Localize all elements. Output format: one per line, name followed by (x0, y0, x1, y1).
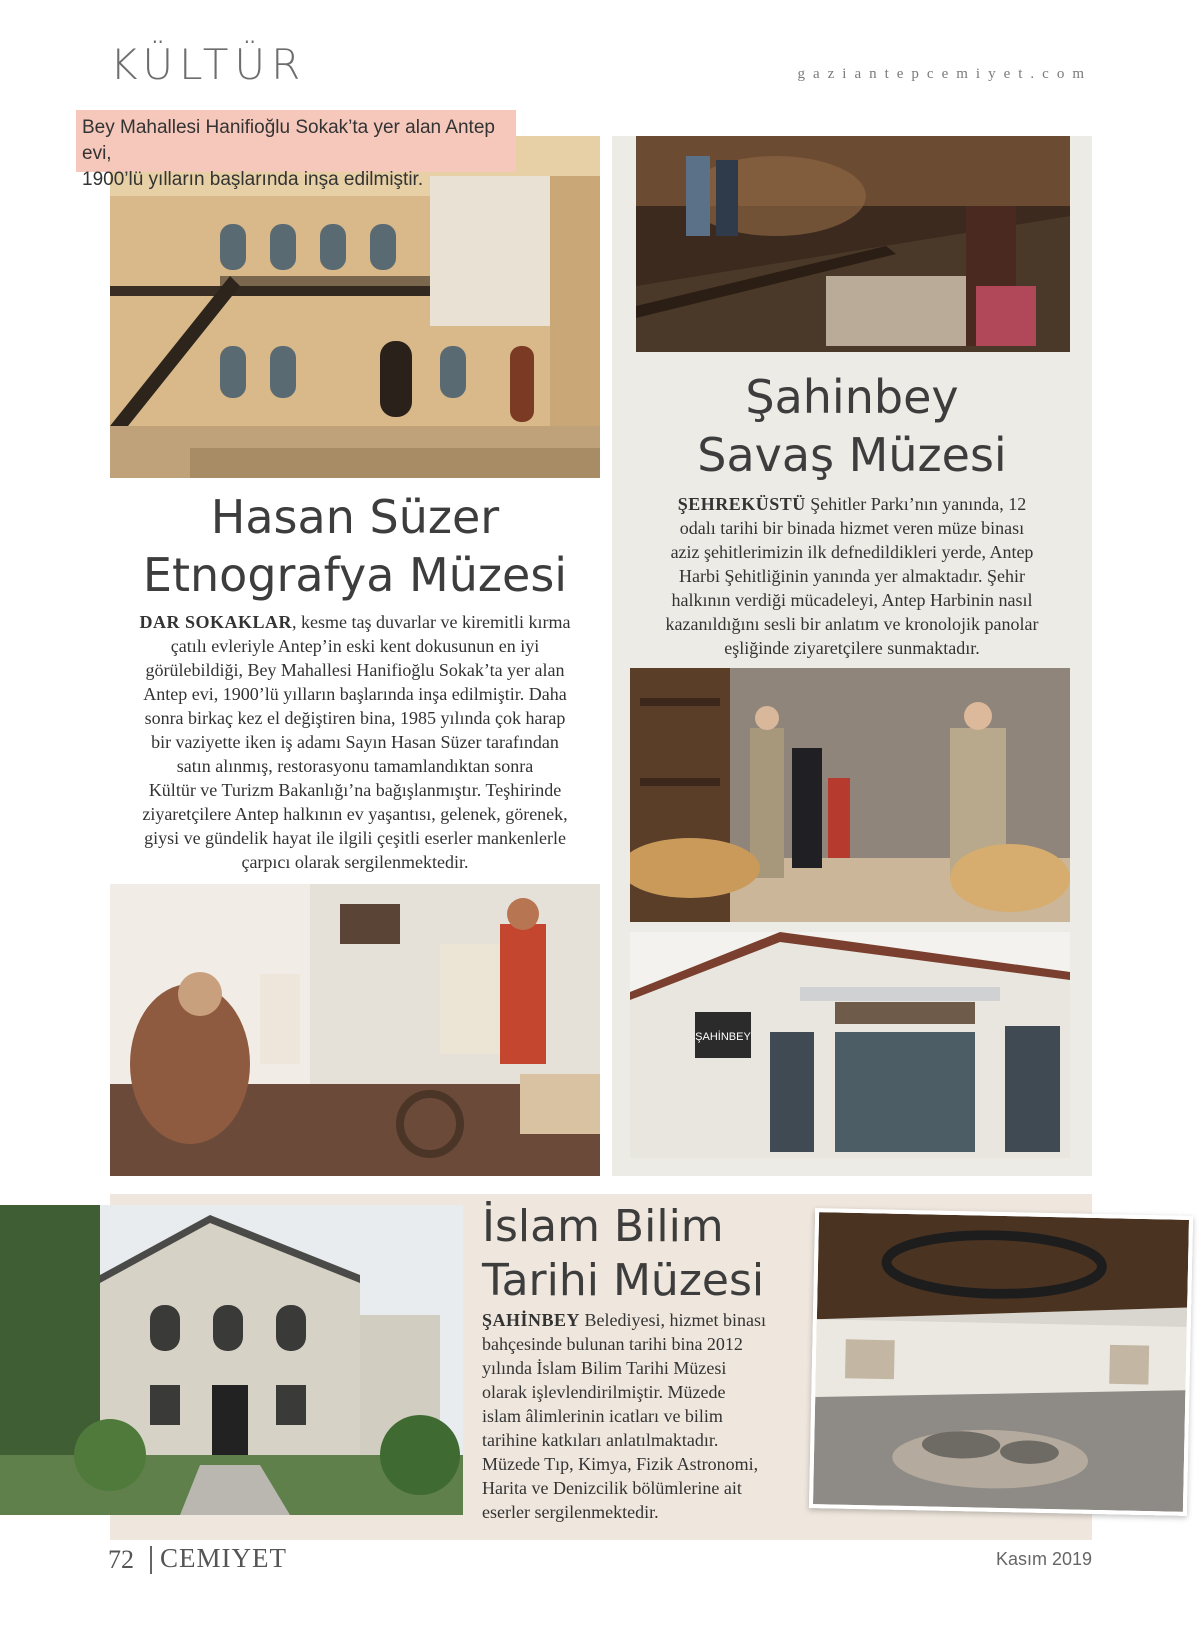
issue-date: Kasım 2019 (995, 1549, 1092, 1569)
sahinbey-title (612, 368, 1092, 484)
site-url: gaziantepcemiyet.com (797, 66, 1092, 82)
islam-museum-interior-photo (809, 1208, 1193, 1516)
hasan-line: , kesme taş duvarlar ve kiremitli kırma (292, 612, 571, 632)
photo-caption (76, 110, 516, 190)
sahinbey-title-line-2: Savaş Müzesi (697, 428, 1007, 482)
section-label: KÜLTÜR (110, 40, 307, 89)
islam-line: bahçesinde bulunan tarihi bina 2012 (482, 1334, 743, 1354)
hasan-line: satın alınmış, restorasyonu tamamlandıktan sonra (176, 756, 534, 776)
hasan-line: giysi ve gündelik hayat ile ilgili çeşitli eserler mankenlerle (144, 828, 566, 848)
sahinbey-line: odalı tarihi bir binada hizmet veren müze binası (679, 518, 1025, 538)
sahinbey-building-photo (630, 932, 1070, 1158)
sahinbey-body (612, 492, 1092, 660)
sahinbey-line: Harbi Şehitliğinin yanında yer almaktadır. Şehir (679, 566, 1025, 586)
hasan-title (110, 488, 600, 604)
ethnography-interior-photo (110, 884, 600, 1176)
islam-title (482, 1200, 802, 1308)
islam-lead: ŞAHİNBEY (482, 1310, 581, 1330)
islam-line: Harita ve Denizcilik bölümlerine ait (482, 1478, 742, 1498)
islam-line: eserler sergilenmektedir. (482, 1502, 659, 1522)
islam-line: Müzede Tıp, Kimya, Fizik Astronomi, (482, 1454, 759, 1474)
hasan-line: görülebildiği, Bey Mahallesi Hanifioğlu Sokak’ta yer alan (145, 660, 565, 680)
sahinbey-title-line-1: Şahinbey (745, 370, 959, 424)
islam-line: Belediyesi, hizmet binası (580, 1310, 766, 1330)
caption-line-1: Bey Mahallesi Hanifioğlu Sokak’ta yer alan Antep evi, (82, 117, 495, 164)
hasan-line: sonra birkaç kez el değiştiren bina, 1985 yılında çok harap (144, 708, 566, 728)
hasan-line: Kültür ve Turizm Bakanlığı’na bağışlanmıştır. Teşhirinde (148, 780, 562, 800)
war-diorama-photo (630, 668, 1070, 922)
hasan-line: çarpıcı olarak sergilenmektedir. (241, 852, 469, 872)
islam-title-line-1: İslam Bilim (482, 1201, 724, 1252)
sahinbey-sign-text: ŞAHİNBEY (695, 1031, 751, 1043)
hasan-title-line-2: Etnografya Müzesi (142, 548, 568, 602)
sahinbey-line: halkının verdiği mücadeleyi, Antep Harbinin nasıl (671, 590, 1033, 610)
islam-museum-building-photo (0, 1205, 463, 1515)
hasan-line: bir vaziyette iken iş adamı Sayın Hasan Süzer tarafından (151, 732, 559, 752)
caption-line-2: 1900’lü yılların başlarında inşa edilmiştir. (82, 169, 424, 190)
islam-body (482, 1308, 812, 1524)
islam-line: olarak işlevlendirilmiştir. Müzede (482, 1382, 726, 1402)
sahinbey-line: eşliğinde ziyaretçilere sunmaktadır. (724, 638, 980, 658)
page-number: 72 (108, 1545, 134, 1574)
sahinbey-lead: ŞEHREKÜSTÜ (677, 494, 806, 514)
hasan-lead: DAR SOKAKLAR (139, 612, 293, 632)
hasan-title-line-1: Hasan Süzer (210, 490, 500, 544)
islam-line: islam âlimlerinin icatları ve bilim (482, 1406, 723, 1426)
footer-divider (150, 1546, 152, 1574)
hasan-line: Antep evi, 1900’lü yılların başlarında inşa edilmiştir. Daha (143, 684, 567, 704)
islam-title-line-2: Tarihi Müzesi (482, 1255, 765, 1306)
hasan-line: ziyaretçilere Antep halkının ev yaşantısı, gelenek, görenek, (142, 804, 568, 824)
magazine-name: CEMIYET (160, 1543, 287, 1573)
war-museum-hall-photo (636, 136, 1070, 352)
islam-line: yılında İslam Bilim Tarihi Müzesi (482, 1358, 727, 1378)
hasan-body (110, 610, 600, 874)
sahinbey-line: Şehitler Parkı’nın yanında, 12 (805, 494, 1027, 514)
sahinbey-line: aziz şehitlerimizin ilk defnedildikleri yerde, Antep (670, 542, 1034, 562)
sahinbey-line: kazanıldığını sesli bir anlatım ve kronolojik panolar (665, 614, 1039, 634)
islam-line: tarihine katkıları anlatılmaktadır. (482, 1430, 719, 1450)
hasan-line: çatılı evleriyle Antep’in eski kent dokusunun en iyi (170, 636, 540, 656)
